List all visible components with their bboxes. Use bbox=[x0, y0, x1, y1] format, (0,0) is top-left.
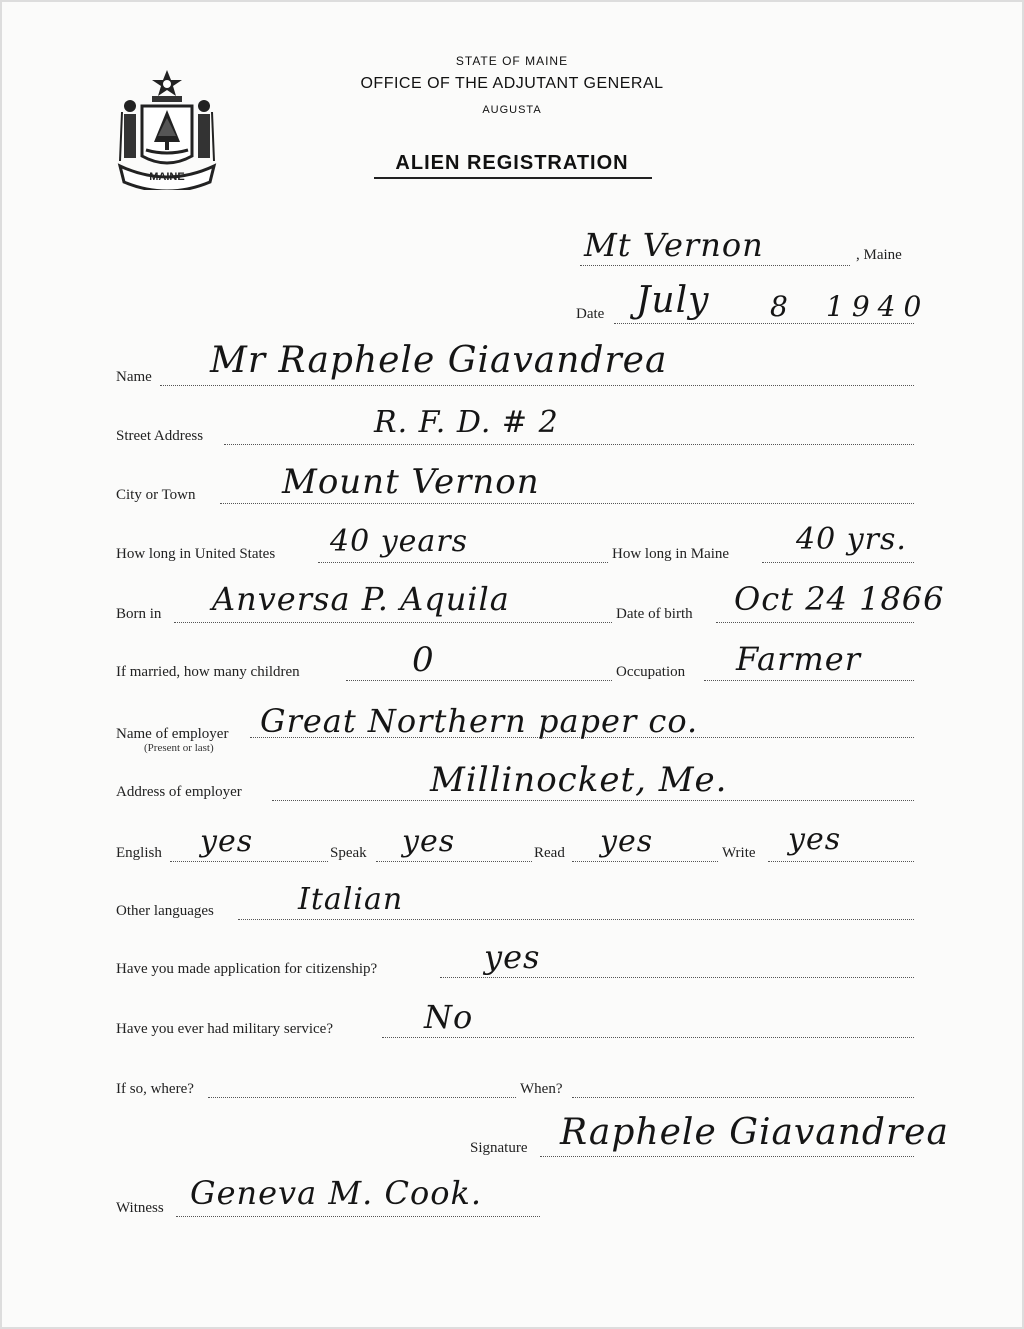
employer-sublabel: (Present or last) bbox=[144, 742, 214, 754]
occupation-value: Farmer bbox=[736, 640, 861, 678]
dob-value: Oct 24 1866 bbox=[734, 580, 945, 618]
signature-value: Raphele Giavandrea bbox=[560, 1112, 949, 1153]
occupation-label: Occupation bbox=[616, 664, 686, 680]
born-in-value: Anversa P. Aquila bbox=[212, 580, 510, 618]
occupation-line bbox=[704, 679, 914, 681]
children-line bbox=[346, 679, 612, 681]
write-value: yes bbox=[788, 822, 842, 857]
street-value: R. F. D. # 2 bbox=[374, 405, 559, 440]
form-title-underline bbox=[374, 177, 652, 179]
date-label: Date bbox=[576, 306, 605, 322]
date-year-value: 1940 bbox=[826, 290, 930, 323]
other-languages-line bbox=[238, 918, 914, 920]
born-in-line bbox=[174, 621, 612, 623]
long-us-label: How long in United States bbox=[116, 546, 276, 562]
speak-line bbox=[376, 860, 532, 862]
born-in-label: Born in bbox=[116, 606, 162, 622]
write-line bbox=[768, 860, 914, 862]
signature-line bbox=[540, 1155, 914, 1157]
name-label: Name bbox=[116, 369, 152, 385]
date-month-value: July bbox=[636, 280, 710, 321]
citizenship-line bbox=[440, 976, 914, 978]
other-languages-value: Italian bbox=[298, 882, 404, 917]
citizenship-value: yes bbox=[484, 938, 541, 976]
form-title: ALIEN REGISTRATION bbox=[395, 152, 629, 174]
signature-label: Signature bbox=[470, 1140, 528, 1156]
street-line bbox=[224, 443, 914, 445]
witness-line bbox=[176, 1215, 540, 1217]
english-line bbox=[170, 860, 328, 862]
when-label: When? bbox=[520, 1081, 563, 1097]
maine-label: , Maine bbox=[856, 247, 902, 263]
town-line bbox=[580, 264, 850, 266]
header-office: OFFICE OF THE ADJUTANT GENERAL bbox=[360, 75, 664, 92]
children-label: If married, how many children bbox=[116, 664, 300, 680]
name-line bbox=[160, 384, 914, 386]
seal-banner-text: MAINE bbox=[149, 171, 185, 183]
witness-value: Geneva M. Cook. bbox=[190, 1174, 483, 1212]
speak-value: yes bbox=[402, 824, 456, 859]
long-maine-line bbox=[762, 561, 914, 563]
read-value: yes bbox=[600, 824, 654, 859]
city-label: City or Town bbox=[116, 487, 196, 503]
date-day-value: 8 bbox=[770, 290, 789, 323]
read-label: Read bbox=[534, 845, 565, 861]
dob-line bbox=[716, 621, 914, 623]
citizenship-label: Have you made application for citizenship? bbox=[116, 961, 378, 977]
read-line bbox=[572, 860, 718, 862]
when-line bbox=[572, 1096, 914, 1098]
header-city: AUGUSTA bbox=[482, 104, 542, 116]
witness-label: Witness bbox=[116, 1200, 164, 1216]
english-label: English bbox=[116, 845, 162, 861]
city-value: Mount Vernon bbox=[282, 462, 540, 502]
employer-address-label: Address of employer bbox=[116, 784, 242, 800]
name-value: Mr Raphele Giavandrea bbox=[210, 340, 668, 381]
military-line bbox=[382, 1036, 914, 1038]
employer-value: Great Northern paper co. bbox=[260, 702, 699, 740]
children-value: 0 bbox=[412, 640, 435, 680]
where-line bbox=[208, 1096, 516, 1098]
speak-label: Speak bbox=[330, 845, 367, 861]
military-value: No bbox=[424, 998, 474, 1036]
city-line bbox=[220, 502, 914, 504]
write-label: Write bbox=[722, 845, 756, 861]
military-label: Have you ever had military service? bbox=[116, 1021, 333, 1037]
employer-address-value: Millinocket, Me. bbox=[430, 760, 728, 800]
long-maine-label: How long in Maine bbox=[612, 546, 730, 562]
other-languages-label: Other languages bbox=[116, 903, 214, 919]
header-state: STATE OF MAINE bbox=[455, 54, 569, 68]
english-value: yes bbox=[200, 824, 254, 859]
long-us-value: 40 years bbox=[330, 524, 469, 559]
long-us-line bbox=[318, 561, 608, 563]
town-value: Mt Vernon bbox=[584, 226, 764, 264]
dob-label: Date of birth bbox=[616, 606, 693, 622]
employer-label: Name of employer bbox=[116, 726, 229, 742]
where-label: If so, where? bbox=[116, 1081, 194, 1097]
street-label: Street Address bbox=[116, 428, 204, 444]
long-maine-value: 40 yrs. bbox=[796, 522, 907, 557]
